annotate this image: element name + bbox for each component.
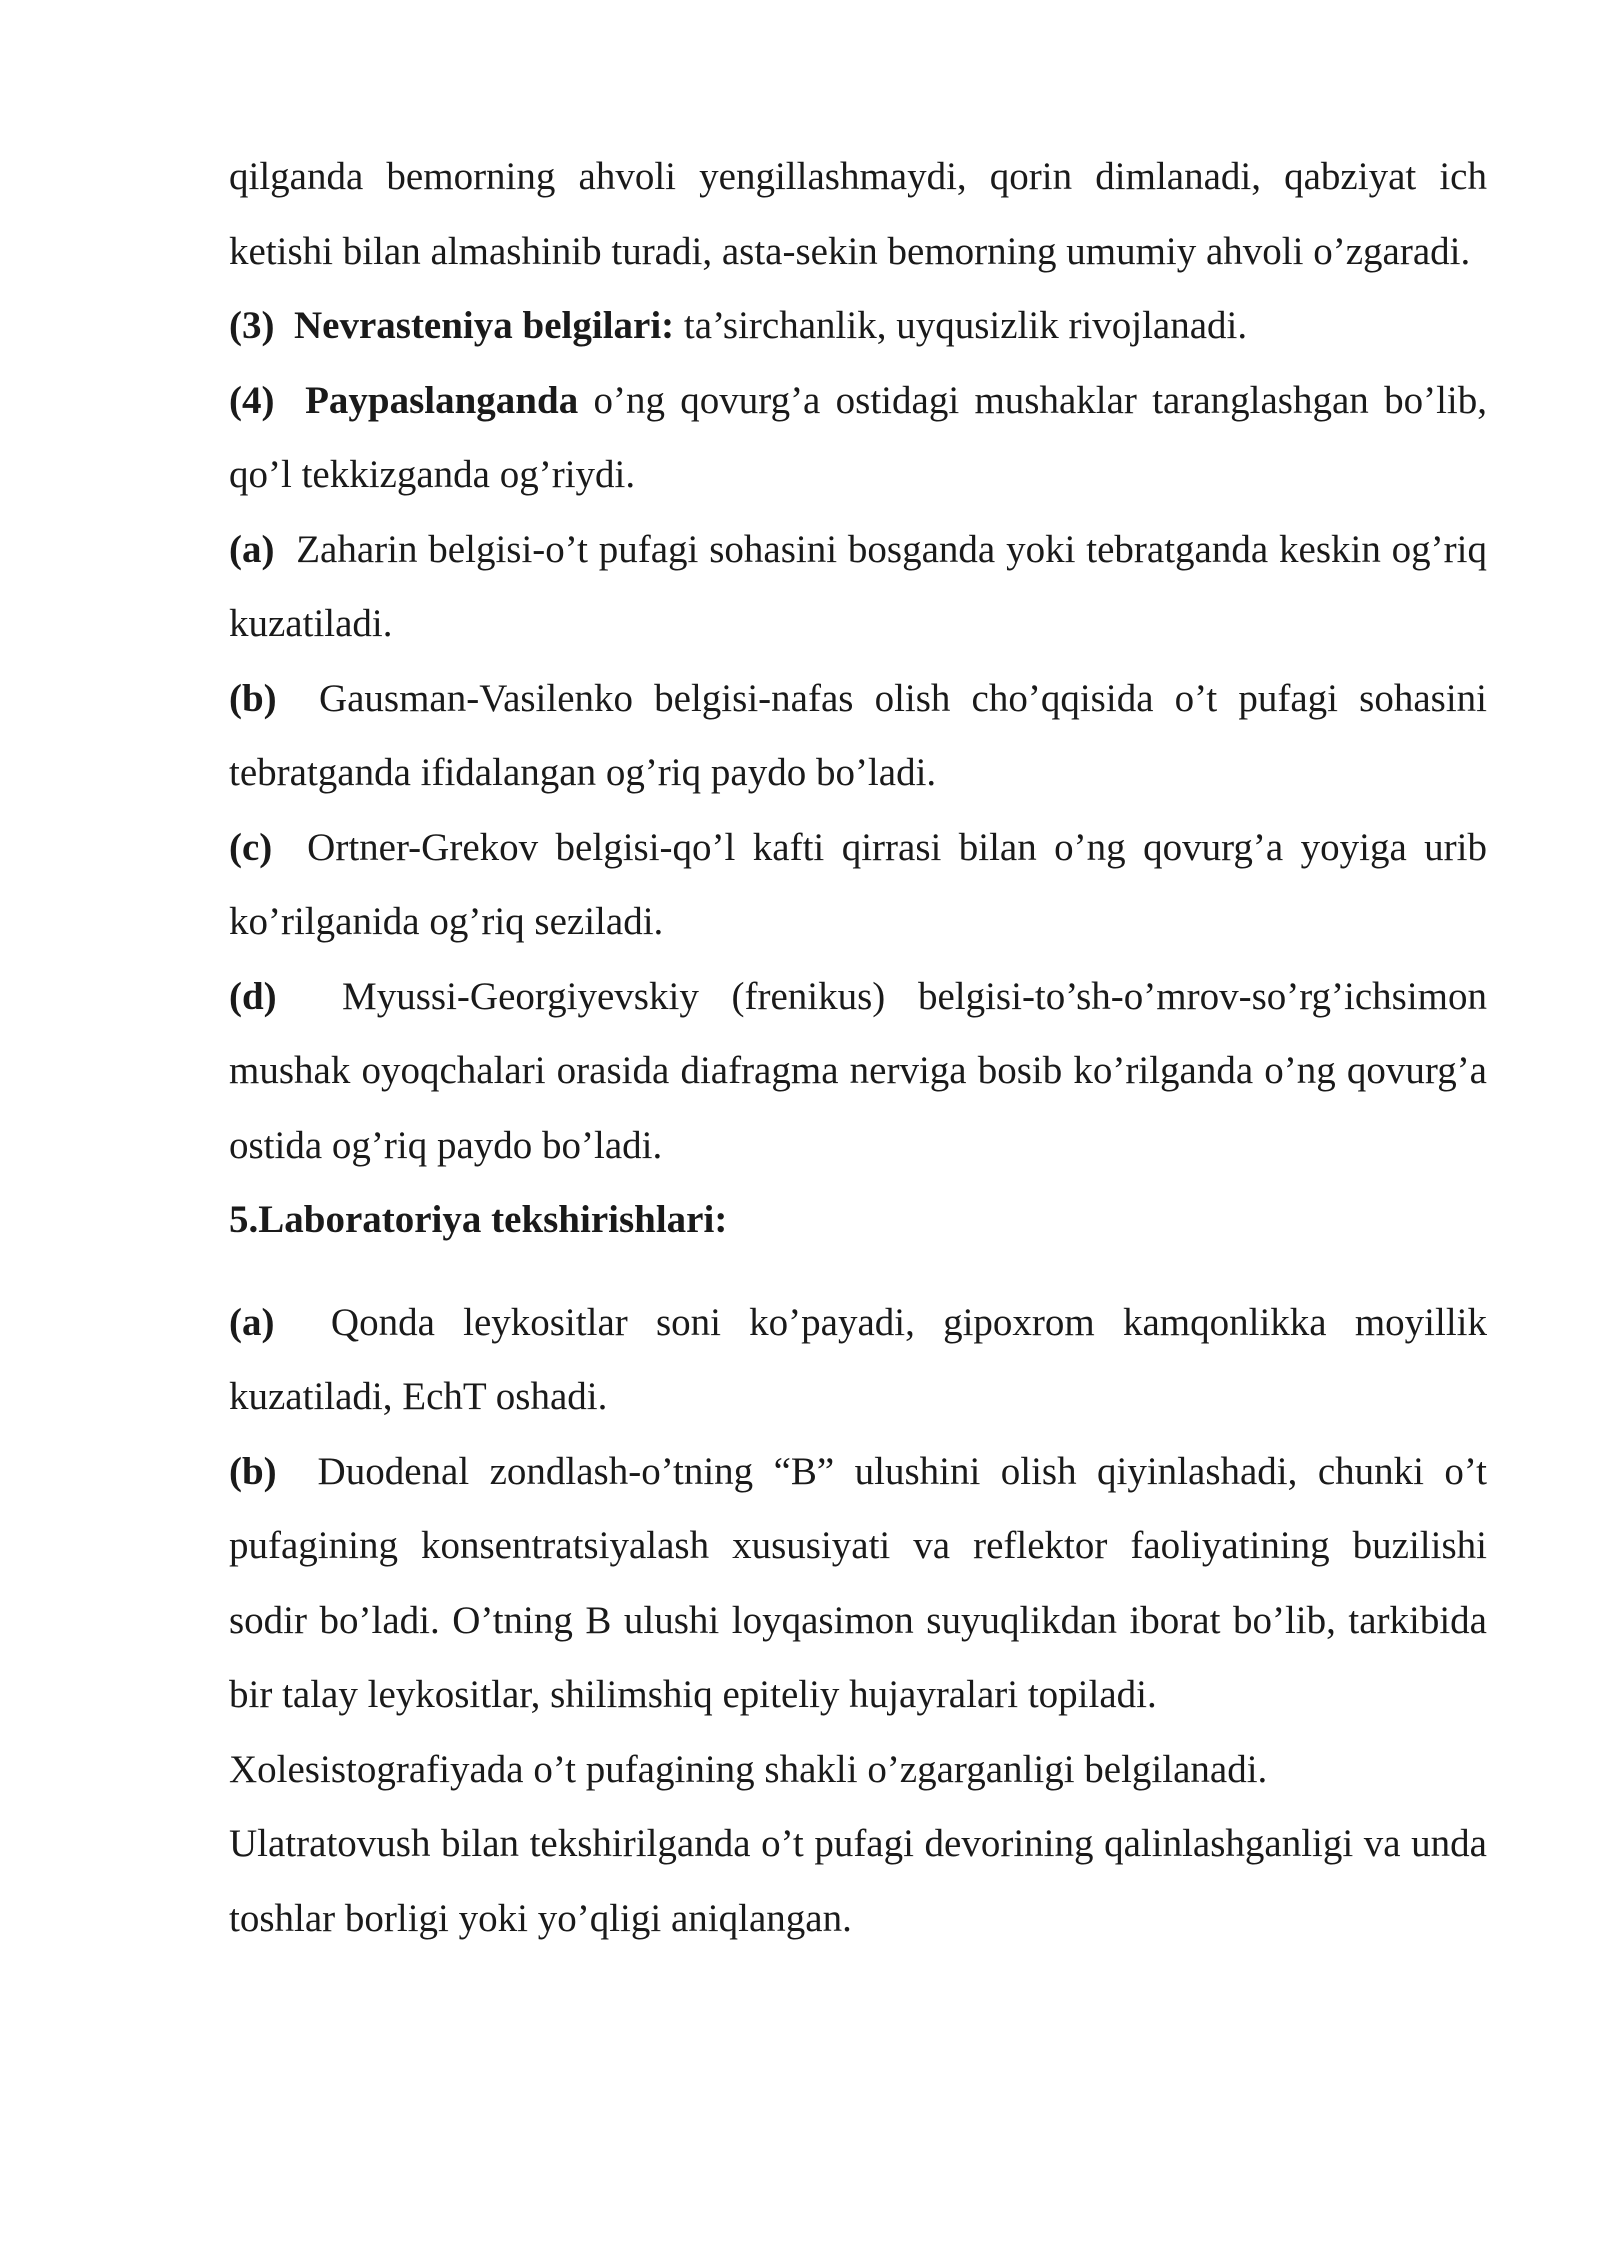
paragraph-ortner-sign [229,811,1487,960]
item-heading: Nevrasteniya belgilari: [293,304,675,347]
item-label: (b) [229,676,277,720]
item-text: Gausman-Vasilenko belgisi-nafas olish cho’qqisida o’t pufagi sohasini tebratganda ifidalangan og’riq paydo bo’ladi. [229,676,1487,794]
paragraph-symptoms-continued: qilganda bemorning ahvoli yengillashmaydi, qorin dimlanadi, qabziyat ich ketishi bilan almashinib turadi, asta-sekin bemorning umumiy ahvoli o’zgaradi. [229,155,1487,273]
document-page [229,140,1487,1956]
paragraph-palpation [229,364,1487,513]
item-label: (d) [229,974,277,1018]
item-label: (3) [229,304,275,347]
item-text: Myussi-Georgiyevskiy (frenikus) belgisi-to’sh-o’mrov-so’rg’ichsimon mushak oyoqchalari orasida diafragma nerviga bosib ko’rilganda o’ng qovurg’a ostida og’riq paydo bo’ladi. [229,974,1487,1167]
paragraph-cholecystography: Xolesistografiyada o’t pufagining shakli o’zgarganligi belgilanadi. [229,1747,1268,1791]
paragraph-myussi-sign [229,960,1487,1184]
paragraph-blood-test [229,1286,1487,1435]
item-text: o’ng qovurg’a ostidagi mushaklar taranglashgan bo’lib, qo’l tekkizganda og’riydi. [229,378,1487,496]
item-text: Qonda leykositlar soni ko’payadi, gipoxrom kamqonlikka moyillik kuzatiladi, EchT oshadi. [229,1300,1487,1418]
section-heading-laboratory: 5.Laboratoriya tekshirishlari: [229,1198,728,1241]
item-label: (4) [229,378,275,422]
paragraph-neurasthenia [229,289,1487,364]
paragraph-ultrasound: Ulatratovush bilan tekshirilganda o’t pufagi devorining qalinlashganligi va unda toshlar borligi yoki yo’qligi aniqlangan. [229,1822,1487,1940]
item-label: (a) [229,527,275,571]
section-spacer [229,1258,1487,1286]
item-text: Duodenal zondlash-o’tning “B” ulushini olish qiyinlashadi, chunki o’t pufagining konsentratsiyalash xususiyati va reflektor faoliyatining buzilishi sodir bo’ladi. O’tning B ulushi loyqasimon suyuqlikdan iborat bo’lib, tarkibida bir talay leykositlar, shilimshiq epiteliy hujayralari topiladi. [229,1449,1488,1716]
item-text: ta’sirchanlik, uyqusizlik rivojlanadi. [674,304,1248,347]
item-label: (b) [229,1449,277,1493]
item-text: Zaharin belgisi-o’t pufagi sohasini bosganda yoki tebratganda keskin og’riq kuzatiladi. [229,527,1487,645]
item-heading: Paypaslanganda [305,378,579,422]
paragraph-gausman-sign [229,662,1487,811]
item-label: (a) [229,1300,275,1344]
item-label: (c) [229,825,273,869]
item-text: Ortner-Grekov belgisi-qo’l kafti qirrasi bilan o’ng qovurg’a yoyiga urib ko’rilganida og’riq seziladi. [229,825,1488,943]
paragraph-duodenal-probe [229,1435,1487,1733]
paragraph-zaharin-sign [229,513,1487,662]
